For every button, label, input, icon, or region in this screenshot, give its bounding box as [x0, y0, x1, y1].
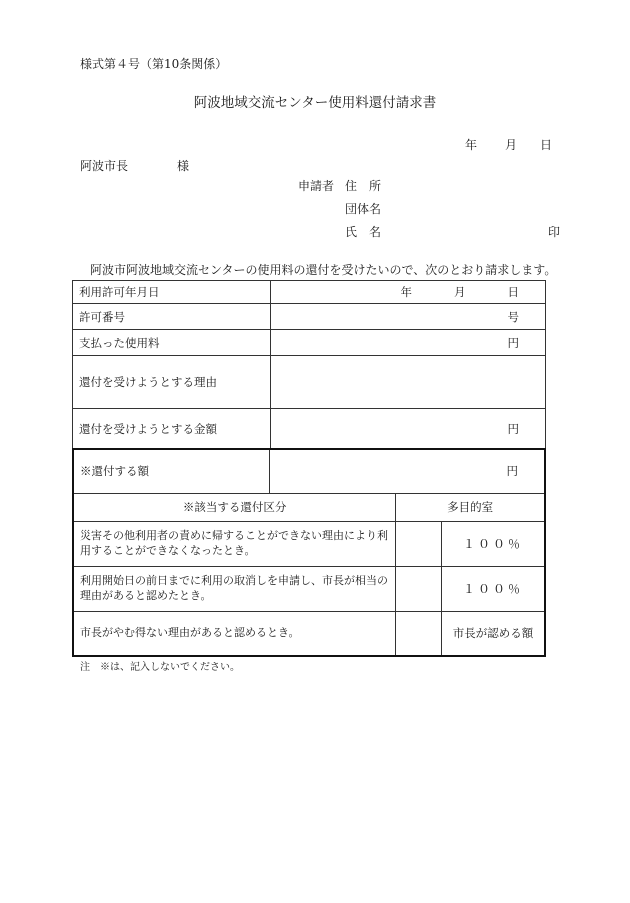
category-text: 災害その他利用者の責めに帰することができない理由により利用することができなくなったとき。	[73, 521, 396, 566]
date-year-label: 年	[465, 138, 478, 152]
page-title: 阿波地域交流センター使用料還付請求書	[193, 95, 437, 111]
office-use-table	[72, 448, 546, 657]
paid-fee-unit: 円	[507, 335, 519, 350]
request-amount-field[interactable]	[271, 409, 546, 449]
applicant-label: 申請者	[298, 179, 335, 193]
table-row	[73, 356, 546, 409]
name-label: 氏 名	[345, 225, 382, 239]
refund-amount-label: ※還付する額	[73, 449, 270, 493]
category-text: 市長がやむ得ない理由があると認めるとき。	[73, 611, 396, 656]
request-amount-label: 還付を受けようとする金額	[73, 409, 271, 449]
table-row	[73, 281, 546, 304]
intro-text: 阿波市阿波地域交流センターの使用料の還付を受けたいので、次のとおり請求します。	[90, 263, 557, 277]
multipurpose-room-header: 多目的室	[396, 493, 545, 521]
table-row	[73, 409, 546, 449]
category-check-cell[interactable]	[396, 521, 442, 566]
honorific: 様	[177, 159, 190, 173]
paid-fee-field[interactable]	[271, 330, 546, 356]
table-row	[73, 330, 546, 356]
request-table	[72, 280, 546, 449]
category-text: 利用開始日の前日までに利用の取消しを申請し、市長が相当の理由があると認めたとき。	[73, 566, 396, 611]
table-row	[73, 449, 545, 493]
group-name-label: 団体名	[345, 202, 382, 216]
permit-no-label: 許可番号	[73, 304, 271, 330]
reason-label: 還付を受けようとする理由	[73, 356, 271, 409]
permit-month-unit: 月	[454, 285, 466, 299]
date-day-label: 日	[540, 138, 553, 152]
table-row	[73, 493, 545, 521]
footnote: 注 ※は、記入しないでください。	[80, 662, 240, 673]
refund-amount-unit: 円	[506, 464, 518, 479]
category-value: １００％	[442, 521, 545, 566]
address-label: 住 所	[345, 179, 382, 193]
reason-field[interactable]	[271, 356, 546, 409]
permit-date-label: 利用許可年月日	[73, 281, 271, 304]
permit-no-unit: 号	[507, 309, 519, 324]
table-row	[73, 611, 545, 656]
date-month-label: 月	[505, 138, 518, 152]
category-check-cell[interactable]	[396, 566, 442, 611]
category-header: ※該当する還付区分	[73, 493, 396, 521]
table-row	[73, 521, 545, 566]
permit-day-unit: 日	[507, 285, 519, 299]
addressee: 阿波市長	[80, 159, 129, 173]
table-row	[73, 304, 546, 330]
permit-date-field[interactable]	[271, 281, 546, 304]
refund-amount-field[interactable]	[270, 449, 545, 493]
category-value: 市長が認める額	[442, 611, 545, 656]
request-amount-unit: 円	[507, 421, 519, 436]
paid-fee-label: 支払った使用料	[73, 330, 271, 356]
permit-year-unit: 年	[400, 285, 412, 299]
seal-mark: 印	[548, 225, 561, 239]
table-row	[73, 566, 545, 611]
category-value: １００％	[442, 566, 545, 611]
category-check-cell[interactable]	[396, 611, 442, 656]
form-number: 様式第４号（第10条関係）	[80, 57, 228, 71]
permit-no-field[interactable]	[271, 304, 546, 330]
